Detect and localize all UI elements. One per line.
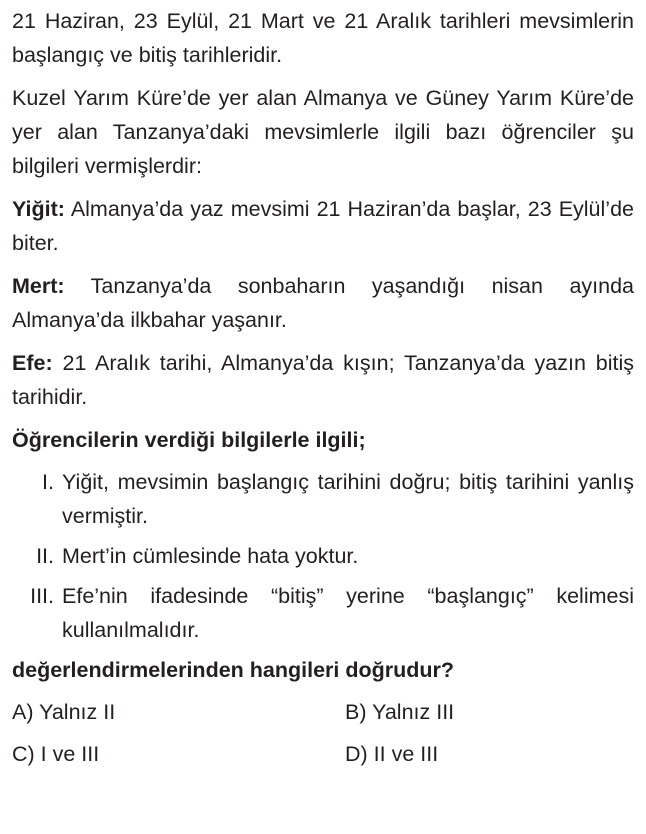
item-number: I.: [42, 470, 54, 494]
roman-item-3: [12, 579, 634, 647]
question-lead: Öğrencilerin verdiği bilgilerle ilgili;: [12, 428, 366, 452]
speaker-name: Mert:: [12, 274, 65, 298]
statement-text: Tanzanya’da sonbaharın yaşandığı nisan ayında Almanya’da ilkbahar yaşanır.: [12, 274, 634, 332]
item-number: III.: [30, 584, 54, 608]
option-a[interactable]: A) Yalnız II: [12, 700, 116, 724]
statement-yigit: [12, 192, 634, 260]
answer-options: [12, 695, 634, 775]
option-d[interactable]: D) II ve III: [345, 742, 439, 766]
statement-text: Almanya’da yaz mevsimi 21 Haziran’da başlar, 23 Eylül’de biter.: [12, 197, 634, 255]
question-end: değerlendirmelerinden hangileri doğrudur?: [12, 658, 454, 682]
speaker-name: Yiğit:: [12, 197, 65, 221]
item-text: Efe’nin ifadesinde “bitiş” yerine “başlangıç” kelimesi kullanılmalıdır.: [62, 584, 634, 642]
speaker-name: Efe:: [12, 351, 53, 375]
option-b[interactable]: B) Yalnız III: [345, 700, 455, 724]
intro-paragraph-1: 21 Haziran, 23 Eylül, 21 Mart ve 21 Aralık tarihleri mevsimlerin başlangıç ve bitiş tarihleridir.: [12, 9, 634, 67]
statement-efe: [12, 346, 634, 414]
roman-item-1: [12, 465, 634, 533]
item-text: Mert’in cümlesinde hata yoktur.: [62, 544, 359, 568]
item-text: Yiğit, mevsimin başlangıç tarihini doğru; bitiş tarihini yanlış vermiştir.: [62, 470, 634, 528]
statement-text: 21 Aralık tarihi, Almanya’da kışın; Tanzanya’da yazın bitiş tarihidir.: [12, 351, 634, 409]
intro-paragraph-2: Kuzel Yarım Küre’de yer alan Almanya ve Güney Yarım Küre’de yer alan Tanzanya’daki mevsimlerle ilgili bazı öğrenciler şu bilgileri vermişlerdir:: [12, 86, 634, 178]
roman-item-2: [12, 539, 634, 573]
option-c[interactable]: C) I ve III: [12, 742, 100, 766]
statement-mert: [12, 269, 634, 337]
item-number: II.: [36, 544, 54, 568]
